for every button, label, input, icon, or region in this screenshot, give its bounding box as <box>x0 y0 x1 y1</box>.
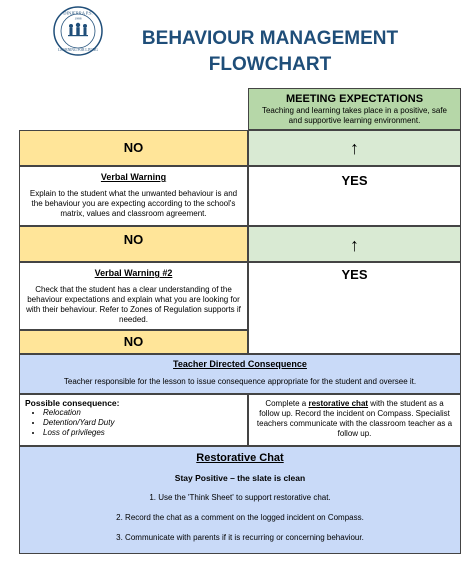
no-box-3 <box>19 330 248 354</box>
consequence-item: • Loss of privileges <box>43 428 242 438</box>
title-line-1: BEHAVIOUR MANAGEMENT <box>141 28 399 49</box>
no-label-1: NO <box>123 140 144 155</box>
yes-label-2: YES <box>341 267 368 282</box>
no-box-1 <box>19 130 248 166</box>
restorative-step: 1. Use the 'Think Sheet' to support restorative chat. <box>149 493 331 502</box>
no-label-3: NO <box>123 334 144 349</box>
verbal-warning-heading: Verbal Warning <box>100 172 167 182</box>
restorative-chat-box <box>19 446 461 554</box>
complete-chat-box <box>248 394 461 446</box>
verbal-warning-box <box>19 166 248 226</box>
yes-box-2 <box>248 262 461 354</box>
restorative-chat-subheading: Stay Positive – the slate is clean <box>174 473 306 483</box>
restorative-chat-link-text: restorative chat <box>308 399 369 408</box>
consequence-item: • Detention/Yard Duty <box>43 418 242 428</box>
restorative-chat-heading: Restorative Chat <box>196 452 284 464</box>
school-logo <box>52 5 104 57</box>
arrow-box-2 <box>248 226 461 262</box>
verbal-warning-2-heading: Verbal Warning #2 <box>94 268 173 278</box>
logo-bottom-text: LEARNING FOR LIVING <box>58 48 98 52</box>
verbal-warning-2-box <box>19 262 248 330</box>
meeting-expectations-heading: MEETING EXPECTATIONS <box>285 93 424 105</box>
restorative-step: 3. Communicate with parents if it is recurring or concerning behaviour. <box>116 533 364 542</box>
verbal-warning-2-text: Check that the student has a clear understanding of the behaviour expectations and explain what you are looking for with their behaviour. Refer to Zones of Regulation supports if needed. <box>26 285 241 324</box>
page-title <box>120 26 420 78</box>
up-arrow-icon: ↑ <box>350 235 359 255</box>
verbal-warning-text: Explain to the student what the unwanted behaviour is and the behaviour you are expecting according to the school's matrix, values and classroom agreement. <box>29 189 238 218</box>
meeting-expectations-box <box>248 88 461 130</box>
yes-label-1: YES <box>341 173 368 188</box>
teacher-directed-text: Teacher responsible for the lesson to issue consequence appropriate for the student and oversee it. <box>63 377 417 386</box>
no-box-2 <box>19 226 248 262</box>
complete-chat-prefix: Complete a <box>265 399 309 408</box>
teacher-directed-heading: Teacher Directed Consequence <box>173 359 307 369</box>
up-arrow-icon: ↑ <box>350 138 359 158</box>
yes-box-1 <box>248 166 461 226</box>
consequence-list <box>25 408 242 438</box>
consequence-item: • Relocation <box>43 408 242 418</box>
logo-top-text: DINJERRA P.S. <box>63 10 93 16</box>
no-label-2: NO <box>123 232 144 247</box>
possible-consequence-box <box>19 394 248 446</box>
meeting-expectations-text: Teaching and learning takes place in a positive, safe and supportive learning environment. <box>261 106 447 125</box>
arrow-box-1 <box>248 130 461 166</box>
complete-chat-suffix: with the student as a follow up. Record the incident on Compass. Specialist teachers communicate with the classroom teacher as a follow up. <box>256 399 453 438</box>
possible-consequence-heading: Possible consequence: <box>25 398 120 408</box>
title-line-2: FLOWCHART <box>208 54 332 75</box>
logo-year: 1988 <box>74 16 82 21</box>
restorative-step: 2. Record the chat as a comment on the logged incident on Compass. <box>116 513 364 522</box>
teacher-directed-box <box>19 354 461 394</box>
